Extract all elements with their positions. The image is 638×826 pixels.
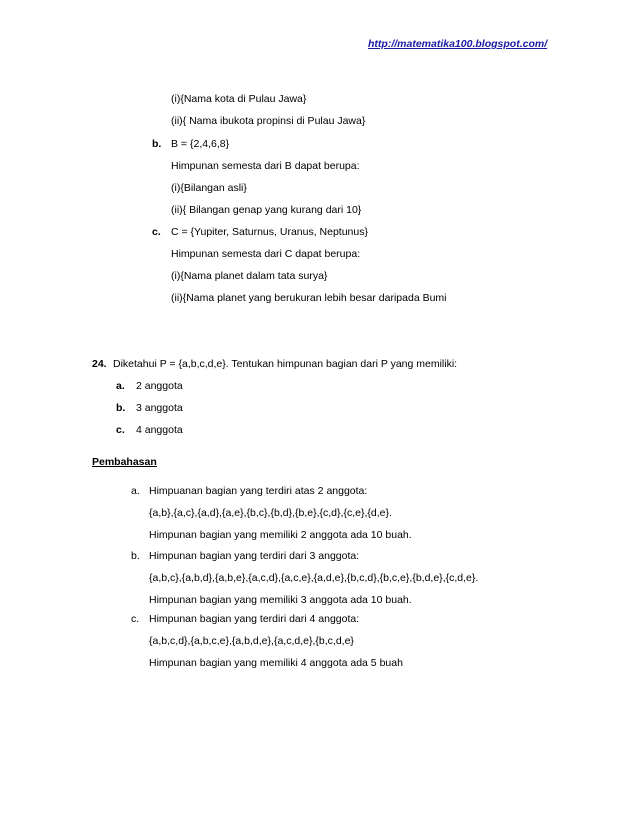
solution-b-summary: Himpunan bagian yang memiliki 3 anggota ada 10 buah. xyxy=(149,594,412,606)
solution-c-marker: c. xyxy=(131,613,140,625)
question-text: Diketahui P = {a,b,c,d,e}. Tentukan himpunan bagian dari P yang memiliki: xyxy=(113,358,458,370)
solution-b-marker: b. xyxy=(131,550,140,562)
solution-b-sets: {a,b,c},{a,b,d},{a,b,e},{a,c,d},{a,c,e},{a,d,e},{b,c,d},{b,c,e},{b,d,e},{c,d,e}. xyxy=(149,572,479,584)
option-a-text: 2 anggota xyxy=(136,380,183,392)
solution-a-marker: a. xyxy=(131,485,140,497)
option-a-marker: a. xyxy=(116,380,125,392)
question-number: 24. xyxy=(92,358,107,370)
solution-a-summary: Himpunan bagian yang memiliki 2 anggota ada 10 buah. xyxy=(149,529,412,541)
set-c-universe-intro: Himpunan semesta dari C dapat berupa: xyxy=(171,248,361,260)
set-b-definition: B = {2,4,6,8} xyxy=(171,138,230,150)
option-c-text: 4 anggota xyxy=(136,424,183,436)
solution-a-sets: {a,b},{a,c},{a,d},{a,e},{b,c},{b,d},{b,e},{c,d},{c,e},{d,e}. xyxy=(149,507,392,519)
set-a-universe-option-1: (i){Nama kota di Pulau Jawa} xyxy=(171,93,307,105)
solution-heading: Pembahasan xyxy=(92,456,157,468)
blog-url-link[interactable]: http://matematika100.blogspot.com/ xyxy=(368,38,548,50)
set-c-universe-option-1: (i){Nama planet dalam tata surya} xyxy=(171,270,328,282)
part-c-marker: c. xyxy=(152,226,161,238)
part-b-marker: b. xyxy=(152,138,162,150)
set-c-definition: C = {Yupiter, Saturnus, Uranus, Neptunus} xyxy=(171,226,368,238)
set-a-universe-option-2: (ii){ Nama ibukota propinsi di Pulau Jawa} xyxy=(171,115,366,127)
solution-a-heading: Himpuanan bagian yang terdiri atas 2 anggota: xyxy=(149,485,368,497)
option-b-marker: b. xyxy=(116,402,126,414)
solution-b-heading: Himpunan bagian yang terdiri dari 3 anggota: xyxy=(149,550,360,562)
set-b-universe-option-2: (ii){ Bilangan genap yang kurang dari 10} xyxy=(171,204,362,216)
solution-c-summary: Himpunan bagian yang memiliki 4 anggota ada 5 buah xyxy=(149,657,403,669)
solution-c-sets: {a,b,c,d},{a,b,c,e},{a,b,d,e},{a,c,d,e},{b,c,d,e} xyxy=(149,635,354,647)
set-b-universe-option-1: (i){Bilangan asli} xyxy=(171,182,247,194)
solution-c-heading: Himpunan bagian yang terdiri dari 4 anggota: xyxy=(149,613,360,625)
option-c-marker: c. xyxy=(116,424,125,436)
option-b-text: 3 anggota xyxy=(136,402,183,414)
set-b-universe-intro: Himpunan semesta dari B dapat berupa: xyxy=(171,160,360,172)
set-c-universe-option-2: (ii){Nama planet yang berukuran lebih besar daripada Bumi xyxy=(171,292,447,304)
